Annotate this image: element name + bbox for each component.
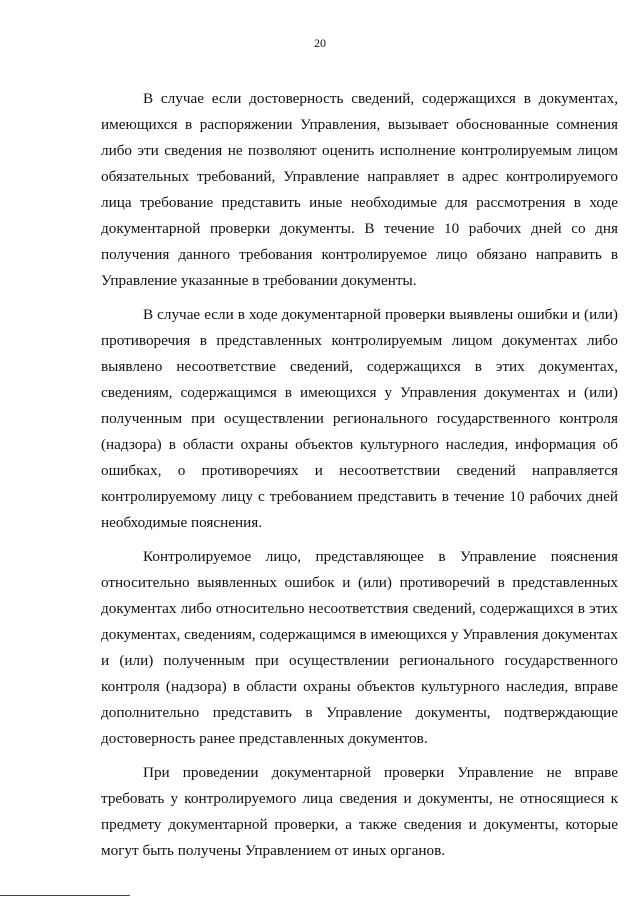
footer-divider xyxy=(0,895,130,896)
paragraph-2: В случае если в ходе документарной проверки выявлены ошибки и (или) противоречия в представленных контролируемым лицом документах либо выявлено несоответствие сведений, содержащихся в этих документах, сведениям, содержащимся в имеющихся у Управления документах и (или) полученным при осуществлении регионального государственного контроля (надзора) в области охраны объектов культурного наследия, информация об ошибках, о противоречиях и несоответствии сведений направляется контролируемому лицу с требованием представить в течение 10 рабочих дней необходимые пояснения. xyxy=(101,306,618,531)
document-body xyxy=(101,86,618,872)
paragraph-1: В случае если достоверность сведений, содержащихся в документах, имеющихся в распоряжении Управления, вызывает обоснованные сомнения либо эти сведения не позволяют оценить исполнение контролируемым лицом обязательных требований, Управление направляет в адрес контролируемого лица требование представить иные необходимые для рассмотрения в ходе документарной проверки документы. В течение 10 рабочих дней со дня получения данного требования контролируемое лицо обязано направить в Управление указанные в требовании документы. xyxy=(101,90,618,289)
page-number: 20 xyxy=(314,36,326,50)
paragraph-3: Контролируемое лицо, представляющее в Управление пояснения относительно выявленных ошибок и (или) противоречий в представленных документах либо относительно несоответствия сведений, содержащихся в этих документах, сведениям, содержащимся в имеющихся у Управления документах и (или) полученным при осуществлении регионального государственного контроля (надзора) в области охраны объектов культурного наследия, вправе дополнительно представить в Управление документы, подтверждающие достоверность ранее представленных документов. xyxy=(101,548,618,747)
paragraph-4: При проведении документарной проверки Управление не вправе требовать у контролируемого лица сведения и документы, не относящиеся к предмету документарной проверки, а также сведения и документы, которые могут быть получены Управлением от иных органов. xyxy=(101,764,618,859)
